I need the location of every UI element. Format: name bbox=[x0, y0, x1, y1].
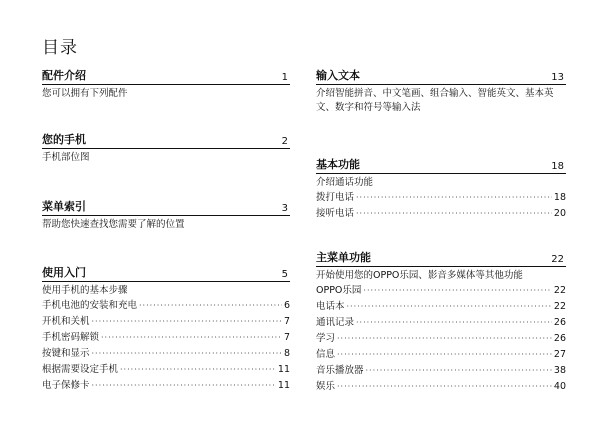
section-page: 3 bbox=[281, 203, 288, 214]
entry-list bbox=[316, 283, 566, 395]
toc-entry[interactable] bbox=[316, 190, 566, 206]
section-header[interactable] bbox=[42, 68, 290, 85]
section-title: 配件介绍 bbox=[42, 69, 86, 82]
page-title: 目录 bbox=[42, 38, 78, 58]
entry-list bbox=[42, 298, 290, 394]
dot-leader bbox=[337, 379, 552, 395]
section-description: 您可以拥有下列配件 bbox=[42, 88, 128, 99]
entry-page: 18 bbox=[553, 192, 566, 203]
toc-section-menu-index bbox=[42, 199, 290, 232]
entry-label: 手机电池的安装和充电 bbox=[42, 300, 138, 311]
section-title: 使用入门 bbox=[42, 266, 86, 279]
entry-label: 根据需要设定手机 bbox=[42, 364, 119, 375]
section-header[interactable] bbox=[42, 265, 290, 282]
section-title: 输入文本 bbox=[316, 69, 360, 82]
entry-page: 20 bbox=[553, 208, 566, 219]
entry-label: 拨打电话 bbox=[316, 192, 355, 203]
section-title: 您的手机 bbox=[42, 133, 86, 146]
entry-label: 按键和显示 bbox=[42, 348, 90, 359]
dot-leader bbox=[92, 314, 282, 330]
section-title: 主菜单功能 bbox=[316, 251, 371, 264]
section-page: 5 bbox=[281, 269, 288, 280]
section-header[interactable] bbox=[42, 199, 290, 216]
dot-leader bbox=[337, 347, 552, 363]
section-page: 1 bbox=[281, 72, 288, 83]
entry-page: 6 bbox=[283, 300, 290, 311]
toc-entry[interactable] bbox=[316, 299, 566, 315]
toc-section-basic-functions bbox=[316, 157, 566, 222]
entry-page: 22 bbox=[553, 285, 566, 296]
toc-section-your-phone bbox=[42, 132, 290, 165]
entry-label: 手机密码解锁 bbox=[42, 332, 100, 343]
toc-entry[interactable] bbox=[42, 298, 290, 314]
entry-page: 7 bbox=[283, 316, 290, 327]
dot-leader bbox=[356, 206, 552, 222]
entry-page: 7 bbox=[283, 332, 290, 343]
toc-entry[interactable] bbox=[316, 331, 566, 347]
entry-label: 电话本 bbox=[316, 301, 345, 312]
section-description: 帮助您快速查找您需要了解的位置 bbox=[42, 219, 185, 230]
entry-list bbox=[316, 190, 566, 222]
entry-page: 26 bbox=[553, 333, 566, 344]
dot-leader bbox=[139, 298, 282, 314]
dot-leader bbox=[363, 283, 551, 299]
section-description: 开始使用您的OPPO乐园、影音多媒体等其他功能 bbox=[316, 270, 523, 281]
entry-label: 通讯记录 bbox=[316, 317, 355, 328]
dot-leader bbox=[92, 378, 276, 394]
toc-entry[interactable] bbox=[316, 347, 566, 363]
toc-entry[interactable] bbox=[42, 378, 290, 394]
entry-label: OPPO乐园 bbox=[316, 285, 362, 296]
toc-entry[interactable] bbox=[316, 379, 566, 395]
section-page: 18 bbox=[551, 161, 564, 172]
dot-leader bbox=[356, 315, 552, 331]
entry-label: 学习 bbox=[316, 333, 336, 344]
toc-entry[interactable] bbox=[42, 362, 290, 378]
section-header[interactable] bbox=[316, 68, 566, 85]
dot-leader bbox=[356, 190, 552, 206]
section-page: 13 bbox=[551, 72, 564, 83]
toc-section-main-menu bbox=[316, 250, 566, 395]
section-page: 2 bbox=[281, 136, 288, 147]
entry-label: 电子保修卡 bbox=[42, 380, 90, 391]
dot-leader bbox=[366, 363, 552, 379]
section-description: 介绍通话功能 bbox=[316, 177, 374, 188]
section-title: 基本功能 bbox=[316, 158, 360, 171]
entry-label: 信息 bbox=[316, 349, 336, 360]
toc-entry[interactable] bbox=[42, 346, 290, 362]
entry-label: 开机和关机 bbox=[42, 316, 90, 327]
dot-leader bbox=[347, 299, 552, 315]
toc-section-accessories bbox=[42, 68, 290, 101]
entry-page: 8 bbox=[283, 348, 290, 359]
section-description: 使用手机的基本步骤 bbox=[42, 285, 128, 296]
entry-page: 38 bbox=[553, 365, 566, 376]
toc-entry[interactable] bbox=[316, 315, 566, 331]
dot-leader bbox=[120, 362, 276, 378]
entry-label: 娱乐 bbox=[316, 381, 336, 392]
entry-page: 40 bbox=[553, 381, 566, 392]
section-header[interactable] bbox=[42, 132, 290, 149]
toc-section-getting-started bbox=[42, 265, 290, 394]
entry-page: 27 bbox=[553, 349, 566, 360]
toc-entry[interactable] bbox=[316, 363, 566, 379]
toc-entry[interactable] bbox=[42, 314, 290, 330]
entry-page: 26 bbox=[553, 317, 566, 328]
entry-page: 22 bbox=[553, 301, 566, 312]
section-title: 菜单索引 bbox=[42, 200, 86, 213]
entry-label: 接听电话 bbox=[316, 208, 355, 219]
entry-label: 音乐播放器 bbox=[316, 365, 364, 376]
dot-leader bbox=[101, 330, 282, 346]
dot-leader bbox=[92, 346, 282, 362]
section-description: 介绍智能拼音、中文笔画、组合输入、智能英文、基本英文、数字和符号等输入法 bbox=[316, 88, 554, 113]
entry-page: 11 bbox=[277, 380, 290, 391]
toc-section-text-input bbox=[316, 68, 566, 115]
section-page: 22 bbox=[551, 254, 564, 265]
toc-entry[interactable] bbox=[316, 206, 566, 222]
section-description: 手机部位图 bbox=[42, 152, 90, 163]
entry-page: 11 bbox=[277, 364, 290, 375]
section-header[interactable] bbox=[316, 157, 566, 174]
dot-leader bbox=[337, 331, 552, 347]
toc-entry[interactable] bbox=[42, 330, 290, 346]
section-header[interactable] bbox=[316, 250, 566, 267]
toc-entry[interactable] bbox=[316, 283, 566, 299]
